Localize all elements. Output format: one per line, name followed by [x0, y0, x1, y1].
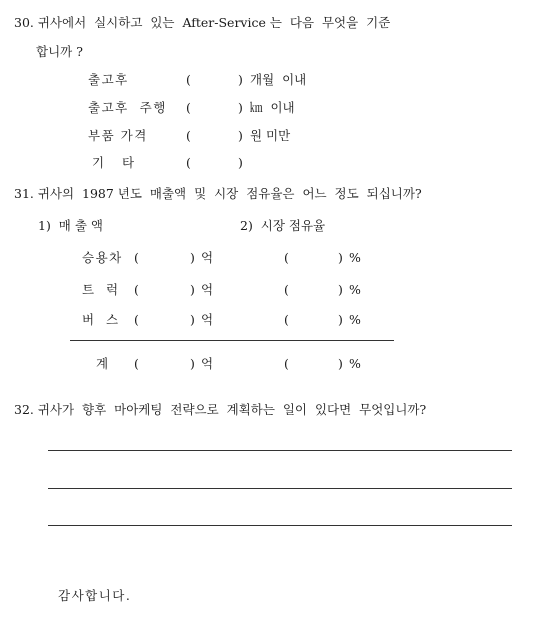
answer-line-1[interactable] [48, 450, 512, 451]
q31-total-close2: ) [338, 356, 343, 371]
q31-row1-open2: ( [284, 250, 289, 265]
q31-total-pct: % [349, 356, 361, 371]
q31-row2-open: ( [134, 282, 139, 297]
q31-total-unit: 억 [201, 356, 214, 371]
q31-row3-label: 버 스 [82, 312, 123, 327]
q30-row1-open: ( [186, 72, 191, 87]
closing-text: 감사합니다. [58, 588, 132, 603]
q30-line2: 합니까 ? [36, 44, 83, 59]
q30-row2-unit: ㎞ 이내 [250, 100, 295, 115]
q30-row2-label: 출고후 주행 [88, 100, 167, 115]
q30-row4-open: ( [186, 155, 191, 170]
q31-row3-open: ( [134, 312, 139, 327]
q31-sub1: 1) 매 출 액 [38, 218, 103, 233]
q31-total-open: ( [134, 356, 139, 371]
q31-row2-close: ) [190, 282, 195, 297]
answer-line-2[interactable] [48, 488, 512, 489]
q30-row2-close: ) [238, 100, 243, 115]
q30-row3-close: ) [238, 128, 243, 143]
q30-row2-open: ( [186, 100, 191, 115]
q32-line1: 32. 귀사가 향후 마아케팅 전략으로 계획하는 일이 있다면 무엇입니까? [14, 402, 427, 417]
q31-row1-close: ) [190, 250, 195, 265]
q30-row3-unit: 원 미만 [250, 128, 291, 143]
q31-total-close: ) [190, 356, 195, 371]
q31-row2-label: 트 럭 [82, 282, 123, 297]
total-divider [70, 340, 394, 341]
q31-row3-pct: % [349, 312, 361, 327]
q31-total-open2: ( [284, 356, 289, 371]
answer-line-3[interactable] [48, 525, 512, 526]
q31-total-label: 계 [96, 356, 109, 371]
q31-row3-unit: 억 [201, 312, 214, 327]
q31-row2-close2: ) [338, 282, 343, 297]
q31-row2-unit: 억 [201, 282, 214, 297]
q30-row4-label: 기 타 [92, 155, 136, 170]
q31-row3-close: ) [190, 312, 195, 327]
q30-row3-label: 부품 가격 [88, 128, 148, 143]
q31-sub2: 2) 시장 점유율 [240, 218, 326, 233]
q31-row1-open: ( [134, 250, 139, 265]
q30-row1-label: 출고후 [88, 72, 129, 87]
q31-row1-unit: 억 [201, 250, 214, 265]
q31-row3-close2: ) [338, 312, 343, 327]
q31-row3-open2: ( [284, 312, 289, 327]
q31-row2-pct: % [349, 282, 361, 297]
q31-row2-open2: ( [284, 282, 289, 297]
q30-row1-close: ) [238, 72, 243, 87]
q30-row4-close: ) [238, 155, 243, 170]
q30-row3-open: ( [186, 128, 191, 143]
q31-line1: 31. 귀사의 1987 년도 매출액 및 시장 점유율은 어느 정도 되십니까? [14, 186, 422, 201]
q31-row1-label: 승용차 [82, 250, 123, 265]
q30-line1: 30. 귀사에서 실시하고 있는 After-Service 는 다음 무엇을 기준 [14, 15, 391, 30]
q31-row1-close2: ) [338, 250, 343, 265]
q31-row1-pct: % [349, 250, 361, 265]
q30-row1-unit: 개월 이내 [250, 72, 307, 87]
